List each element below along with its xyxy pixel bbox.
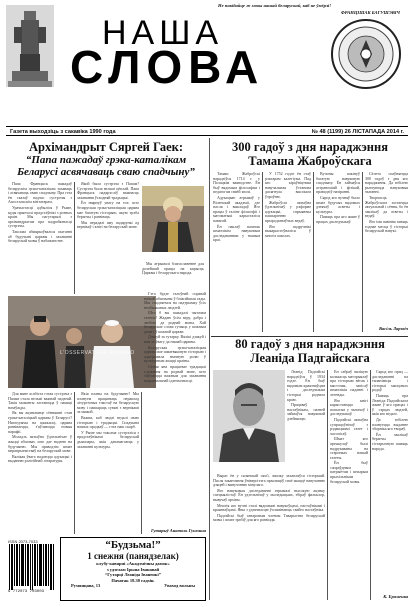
column-rule: [141, 392, 142, 534]
barcode: [8, 544, 56, 590]
promo-line-3: “Гутарці Леаніда Іваненкі”: [105, 572, 161, 577]
article1-photo-bishop-caption: [142, 253, 204, 261]
article2-byline: Васіль Ларэвіч: [378, 326, 408, 331]
article3-body-col2: Ён сабраў вялікую колькасць матэрыялаў пра гісторыю вёсак і мястэчак, запісаў шматлікія паданні і легенды. Яго кнігі карыстаюцца попытам у чытачоў і даследчыкаў. Падгайскі актыўна супрацоўнічаў з рэдакцыямі газет і часопісаў. Шмат яго артыкулаў былі надрукаваны на старонках нашай газеты. Ён быў сапраўдным патрыётам і шчырым прыхільнікам беларускай мовы.: [330, 370, 368, 484]
masthead: [0, 0, 413, 96]
promo-address: Румянцава, 13: [71, 583, 101, 588]
masthead-title-top: НАША: [102, 14, 224, 52]
column-rule: [370, 370, 371, 600]
article3-portrait-caption: [213, 463, 285, 471]
article1-body-col6: Гэта будзе галоўнай справай нашай абшчыны ў бліжэйшыя гады. Мы спадзяемся на падтрымку ўсіх неабыякавых людзей. Што б вы пажадалі чытачам газеты? Жадаю ўсім міру, дабра і любові да роднай мовы. Хай беларускае слова гучыць у кожным доме і ў кожнай царкве. Дзякуй за гутарку. Вялікі дзякуй і вам за ўвагу да нашай царквы. Беларуская грэка-каталіцкая царква мае шматвяковую гісторыю і адыгрывала значную ролю ў культурным жыцці краіны. Сёння яна працягвае традыцыі служэння на роднай мове, што з'яўляецца важным для захавання нацыянальнай ідэнтычнасці.: [144, 292, 206, 383]
masthead-title-bottom: СЛОВА: [70, 41, 265, 93]
column-rule: [362, 172, 363, 332]
article2-headline: 300 гадоў з дня нараджэння Тамаша Жабро́ўскага: [232, 140, 388, 168]
column-rule: [313, 172, 314, 332]
masthead-monument-photo: [6, 5, 54, 87]
article1-subhead: “Папа пажадаў грэка-каталікам Беларусі асвячаваць сваю спадчыну”: [17, 154, 195, 178]
article1-photo-bishop: [142, 186, 204, 252]
promo-title: “Будзьма!”: [105, 539, 161, 551]
article3-body-col3: Сярод яго прац — даследаванні па тапаніміцы і гісторыі мясцовых родаў. Памяць пра Леаніда Падгайскага жыве ў яго працах і ў сэрцах людзей, якія яго ведалі. Да юбілею плануецца выданне зборніка яго твораў. Ён заклікаў берагчы гістарычную памяць народа.: [372, 370, 408, 451]
article1-byline: Гутарыў Анатоль Гушэнна: [151, 528, 206, 533]
column-rule: [74, 392, 75, 534]
promo-line-1: клубу-кавярні «Акадэмічны дамок»: [96, 561, 170, 566]
promo-entry: Уваход вольны: [164, 583, 195, 588]
column-rule: [74, 182, 75, 294]
issn-label: ISSN 2073-7033: [8, 539, 38, 544]
barcode-block: [6, 538, 58, 600]
article1-headline: Архімандрыт Сяргей Гаек:: [28, 140, 184, 154]
promo-line-4: Пачатак 18.30 гадзін.: [111, 577, 155, 583]
section-divider: [209, 138, 210, 600]
article3-byline: К. Ераменка: [383, 594, 408, 599]
founded-date: Газета выходзіць з сакавіка 1990 года: [10, 128, 116, 135]
promo-date: 1 снежня (панядзелак): [87, 551, 179, 561]
article1-photo-pope: [8, 296, 156, 388]
column-rule: [262, 172, 263, 332]
society-emblem: [330, 18, 402, 90]
article1-body-col1: Папа Францыск пажадаў беларускім грэка-каталікам захаваць і асвячаваць сваю спадчыну. Пра гэта ён сказаў падчас сустрэчы з Апостальскім візітатарам. Урачыстасці адбыліся ў Рыме, куды прыехалі прадстаўнікі з розных краін. Мы пагутарылі з архімандрытам пра падрабязнасці сустрэчы. Таксама абмяркоўваліся пытанні аб будучыні царквы і захаванні беларускай мовы ў набажэнстве.: [8, 182, 72, 244]
article2-body-col4: Сёлета спаўняецца 300 гадоў з дня яго нараджэння. Да юбілею рыхтуюцца навуковыя чытанні. Творчасць Жабро́ўскага застаецца актуальнай і сёння, бо ён заклікаў да асветы і ведаў. Яго імя павінна заняць годнае месца ў гісторыі беларускай навукі.: [365, 172, 408, 234]
masthead-motto: Не пакідайце ж мовы нашай беларускай, каб не ўмёрлі!: [218, 3, 332, 8]
article1-body-col2: Якой была сустрэча з Папам? Сустрэча была вельмі цёплай. Папа Францыск падкрэсліў важнасць захавання ўсходняй традыцыі. Ён звярнуў увагу на тое, што беларуская грэка-каталіцкая царква мае багатую гісторыю, якую трэба берагчы і развіваць. Мы перадалі яму падарункі ад вернікаў і кнігі на беларускай мове.: [77, 182, 139, 230]
article3-body-col4: Вырас ён у сялянскай сям'і, змалку захапляўся гісторыяй. Пасля заканчэння ўніверсітэта прысвяціў сваё жыццё навучанню дзяцей і вывучэнню мінулага. Яго навуковыя даследаванні атрымалі высокую ацэнку спецыялістаў. Ён удзельнічаў у экспедыцыях, збіраў фальклор, вывучаў архівы. Многія яго вучні сталі вядомымі навукоўцамі, настаўнікамі і краязнаўцамі. Яны з удзячнасцю ўспамінаюць свайго настаўніка. Падгайскі быў ганаровым членам Таварыства беларускай мовы і шмат зрабіў для яго развіцця.: [213, 474, 325, 523]
article1-body-col5: Якія планы на будучыню? Мы плануем працягваць пераклад літургічных тэкстаў на беларускую мову і пашыраць сувязі з вернікамі за мяжой. Важна, каб людзі ведалі сваю гісторыю і традыцыі. Спадчына нашых продкаў — гэта наш скарб. У Рыме мы таксама сустрэліся з прадстаўнікамі беларускай дыяспары, якія дапамагаюць у захаванні культуры.: [77, 392, 139, 449]
photo-watermark: L'OSSERVATORE ROMANO: [60, 350, 135, 356]
promo-line-2: з удзелам Ірына Іванавай: [106, 566, 160, 572]
column-rule: [327, 370, 328, 600]
article2-body-col3: Вучоны пакінуў багатую навуковую спадчыну. Ён займаўся астраноміяй і фізікай, праводзіў назіранні. Сярод яго вучняў было шмат будучых вядомых дзеячаў асветы і культуры. Памяць пра яго жыве ў працах даследчыкаў.: [316, 172, 360, 224]
promo-box: [60, 537, 206, 601]
issue-number: № 48 (1199) 26 ЛІСТАПАДА 2014 г.: [311, 128, 404, 135]
article1-body-col4: Для мяне асабіста гэтая сустрэча з Папам стала вельмі важнай падзеяй. Такія моманты застаюцца ў памяці назаўжды. Як вы ацэньваеце сённяшні стан грэка-каталіцкай царквы ў Беларусі? Нягледзячы на цяжкасці, царква развіваецца, з'яўляюцца новыя парафіі. Моладзь актыўна ўдзельнічае ў жыцці абшчын, што дае надзею на будучыню. Мы праводзім шмат мерапрыемстваў на беларускай мове. Вялікая ўвага надаецца адукацыі і выданню рэлігійнай літаратуры.: [8, 392, 72, 464]
infobar: [6, 126, 408, 136]
article2-body-col1: Тамаш Жабро́ўскі нарадзіўся 1714 г. у Полацкім ваяводстве. Ён быў вядомым філосафам і педагогам сваёй эпохі. Адукацыю атрымаў у Віленскай акадэміі, дзе пасля і выкладаў. Яго працы ў галіне філасофіі і матэматыкі карысталіся павагай. Ён паклаў пачатак шматлікім навуковым даследаванням у нашым краі.: [213, 172, 260, 243]
barcode-digits: 9 772073 703003: [8, 590, 45, 594]
article2-body-col2: У 1752 годзе ён стаў рэктарам калегіума. Пад яго кіраўніцтвам навучальная ўстанова дасягнула высокага ўзроўню. Жабро́ўскі актыўна ўдзельнічаў у рэформе адукацыі, спрыяючы пашырэнню прыродазнаўчых ведаў. Яго падручнікі выкарыстоўваліся ў многіх школах.: [265, 172, 311, 238]
article3-body-col1: Леанід Падгайскі нарадзіўся ў 1934 годзе. Ён быў вядомым краязнаўцам і даследчыкам гісторыі роднага краю. Працаваў настаўнікам, пазней займаўся навуковай дзейнасцю.: [287, 370, 325, 421]
article1-body-col3: Мы атрымалі благаславенне для далейшай працы на карысць Царквы і беларускага народа.: [142, 262, 204, 276]
masthead-motto-author: ФРАНЦІШАК БАГУШЭВІЧ: [340, 10, 400, 15]
article3-portrait: [213, 370, 285, 462]
article3-headline: 80 гадоў з дня нараджэння Леаніда Падгайскага: [235, 337, 385, 365]
